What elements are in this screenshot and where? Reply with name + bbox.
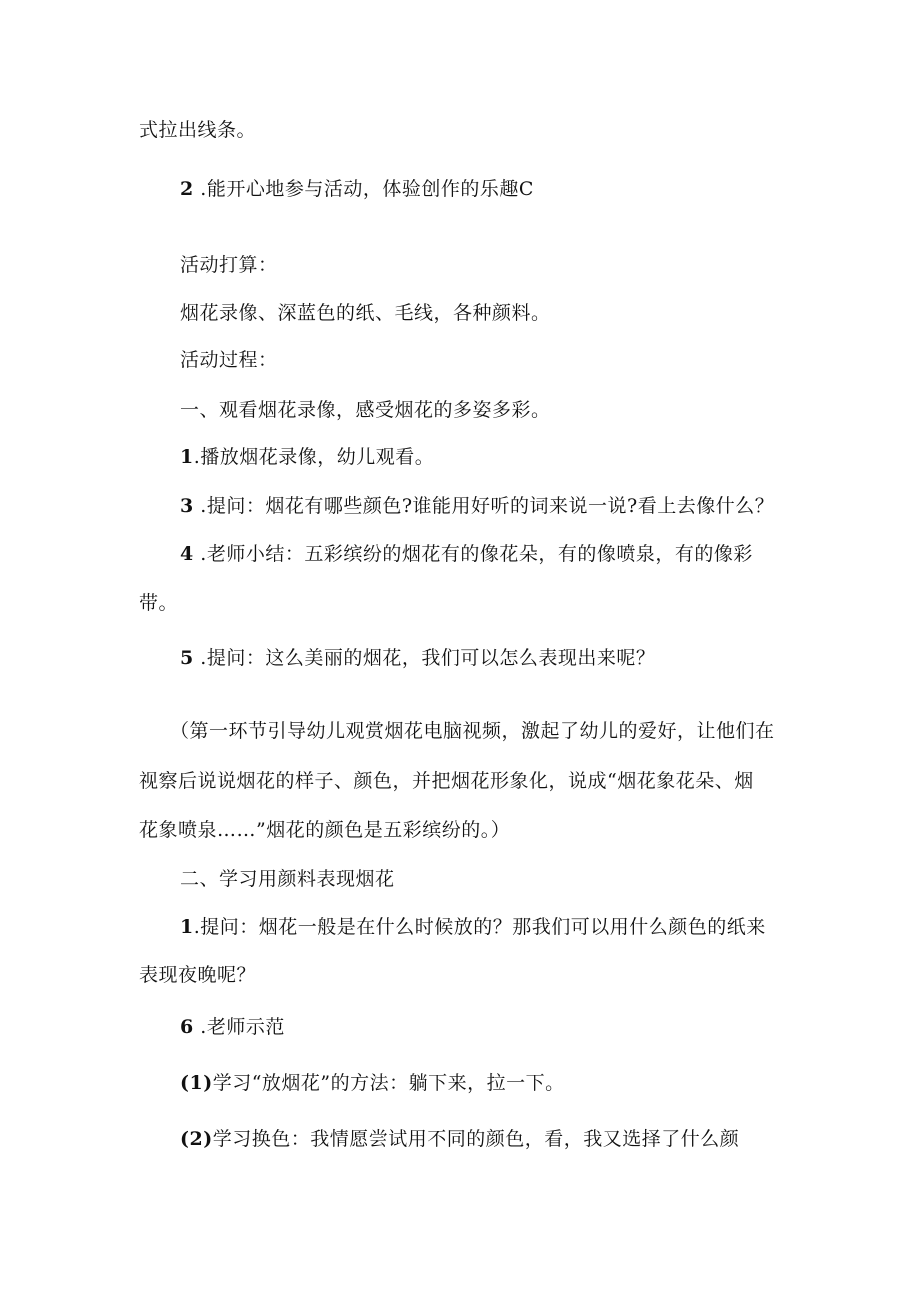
subsection-heading: 一、观看烟花录像，感受烟花的多姿多彩。 <box>180 399 551 421</box>
list-item-line: 5 .提问：这么美丽的烟花，我们可以怎么表现出来呢？ <box>180 647 656 669</box>
list-item-line: (2)学习换色：我情愿尝试用不同的颜色，看，我又选择了什么颜 <box>180 1128 740 1150</box>
subsection-heading: 二、学习用颜料表现烟花 <box>180 868 395 890</box>
list-number: 6 <box>180 1016 194 1038</box>
list-item-line: 1.播放烟花录像，幼儿观看。 <box>180 446 435 468</box>
list-item-line: 2 .能开心地参与活动，体验创作的乐趣C <box>180 178 534 200</box>
list-number: 1 <box>180 916 194 938</box>
list-number: 2 <box>180 178 194 200</box>
note-line: 视察后说说烟花的样子、颜色，并把烟花形象化，说成“烟花象花朵、烟 <box>139 770 754 792</box>
list-number: 4 <box>180 543 194 565</box>
list-number: 1 <box>180 446 194 468</box>
paragraph-line: 式拉出线条。 <box>139 119 257 141</box>
list-item-line: 4 .老师小结：五彩缤纷的烟花有的像花朵，有的像喷泉，有的像彩 <box>180 543 753 565</box>
list-item-line: 3 .提问：烟花有哪些颜色?谁能用好听的词来说一说?看上去像什么？ <box>180 495 775 517</box>
list-item-line: 6 .老师示范 <box>180 1016 285 1038</box>
note-line: 花象喷泉……”烟花的颜色是五彩缤纷的。） <box>139 819 511 841</box>
paragraph-line: 带。 <box>139 592 179 614</box>
note-line: （第一环节引导幼儿观赏烟花电脑视频，激起了幼儿的爱好，让他们在 <box>170 720 775 742</box>
list-number: (2) <box>180 1128 213 1150</box>
list-number: (1) <box>180 1072 213 1094</box>
list-item-line: (1)学习“放烟花”的方法：躺下来，拉一下。 <box>180 1072 565 1094</box>
list-number: 5 <box>180 647 194 669</box>
list-item-line: 1.提问：烟花一般是在什么时候放的？那我们可以用什么颜色的纸来 <box>180 916 766 938</box>
section-heading: 活动过程： <box>180 349 278 371</box>
section-heading: 活动打算： <box>180 254 278 276</box>
list-number: 3 <box>180 495 194 517</box>
paragraph-line: 烟花录像、深蓝色的纸、毛线，各种颜料。 <box>180 302 551 324</box>
paragraph-line: 表现夜晚呢？ <box>139 964 257 986</box>
